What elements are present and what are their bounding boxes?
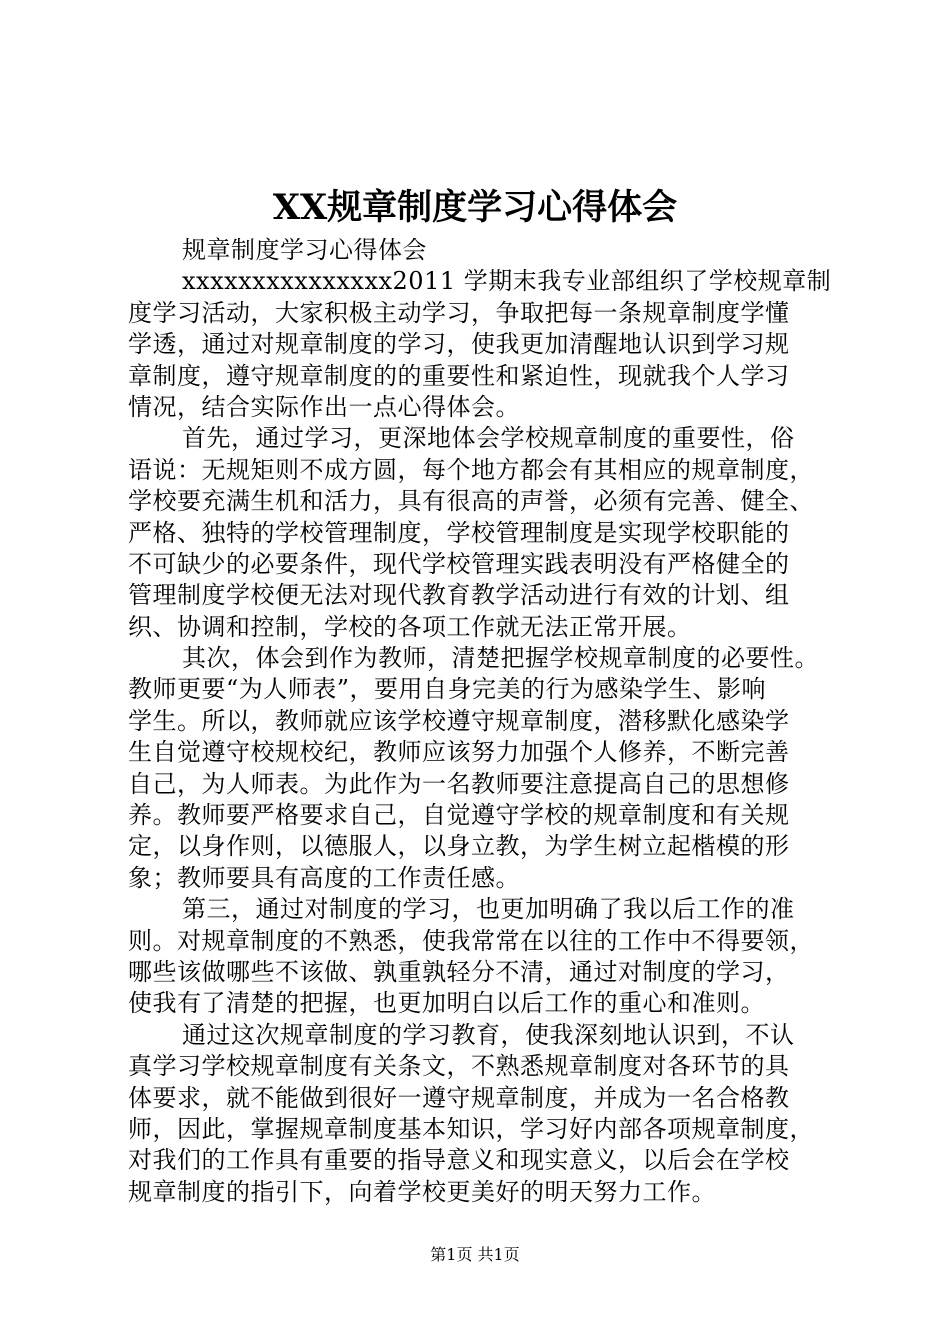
text-line: 第三，通过对制度的学习，也更加明确了我以后工作的准 [182, 895, 795, 924]
text-line: 管理制度学校便无法对现代教育教学活动进行有效的计划、组 [128, 581, 790, 610]
text-line: 教师更要“为人师表”，要用自身完美的行为感染学生、影响 [128, 675, 767, 704]
text-line: 使我有了清楚的把握，也更加明白以后工作的重心和准则。 [128, 989, 765, 1018]
text-line: 通过这次规章制度的学习教育，使我深刻地认识到，不认 [182, 1020, 795, 1049]
text-line: 度学习活动，大家积极主动学习，争取把每一条规章制度学懂 [128, 298, 790, 327]
text-line: 情况，结合实际作出一点心得体会。 [128, 392, 520, 421]
text-line: 其次，体会到作为教师，清楚把握学校规章制度的必要性。 [182, 644, 819, 673]
text-line: 生自觉遵守校规校纪，教师应该努力加强个人修养，不断完善 [128, 738, 790, 767]
document-title: XX规章制度学习心得体会 [272, 187, 678, 228]
text-line: 织、协调和控制，学校的各项工作就无法正常开展。 [128, 612, 692, 641]
text-line: 学校要充满生机和活力，具有很高的声誉，必须有完善、健全、 [128, 487, 814, 516]
text-line: 规章制度的指引下，向着学校更美好的明天努力工作。 [128, 1177, 716, 1206]
text-line: 真学习学校规章制度有关条文，不熟悉规章制度对各环节的具 [128, 1052, 790, 1081]
text-line: 学透，通过对规章制度的学习，使我更加清醒地认识到学习规 [128, 330, 790, 359]
text-line: 严格、独特的学校管理制度，学校管理制度是实现学校职能的 [128, 518, 790, 547]
text-line: 规章制度学习心得体会 [182, 236, 427, 264]
paragraph-1 [128, 266, 855, 423]
paragraph-5 [128, 1020, 855, 1208]
text-line: 首先，通过学习，更深地体会学校规章制度的重要性，俗 [182, 424, 795, 453]
text-line: 定，以身作则，以德服人，以身立教，为学生树立起楷模的形 [128, 832, 790, 861]
text-line: 养。教师要严格要求自己，自觉遵守学校的规章制度和有关规 [128, 801, 790, 830]
text-line: 学生。所以，教师就应该学校遵守规章制度，潜移默化感染学 [128, 706, 790, 735]
paragraph-4 [128, 894, 855, 1020]
page-footer: 第1页 共1页 [430, 1245, 520, 1264]
document-body [128, 235, 855, 1208]
text-line: 章制度，遵守规章制度的的重要性和紧迫性，现就我个人学习 [128, 361, 790, 390]
paragraph-2 [128, 423, 855, 643]
text-line: 师，因此，掌握规章制度基本知识，学习好内部各项规章制度， [128, 1114, 814, 1143]
text-line: 语说：无规矩则不成方圆，每个地方都会有其相应的规章制度， [128, 455, 814, 484]
text-line: 则。对规章制度的不熟悉，使我常常在以往的工作中不得要领， [128, 926, 814, 955]
text-line: 自己，为人师表。为此作为一名教师要注意提高自己的思想修 [128, 769, 790, 798]
subtitle [128, 235, 855, 266]
text-line: 不可缺少的必要条件，现代学校管理实践表明没有严格健全的 [128, 549, 790, 578]
text-line: 对我们的工作具有重要的指导意义和现实意义，以后会在学校 [128, 1146, 790, 1175]
text-line: xxxxxxxxxxxxxxx2011 学期末我专业部组织了学校规章制 [182, 267, 832, 296]
text-line: 象；教师要具有高度的工作责任感。 [128, 863, 520, 892]
paragraph-3 [128, 643, 855, 894]
text-line: 体要求，就不能做到很好一遵守规章制度，并成为一名合格教 [128, 1083, 790, 1112]
text-line: 哪些该做哪些不该做、孰重孰轻分不清，通过对制度的学习， [128, 957, 790, 986]
